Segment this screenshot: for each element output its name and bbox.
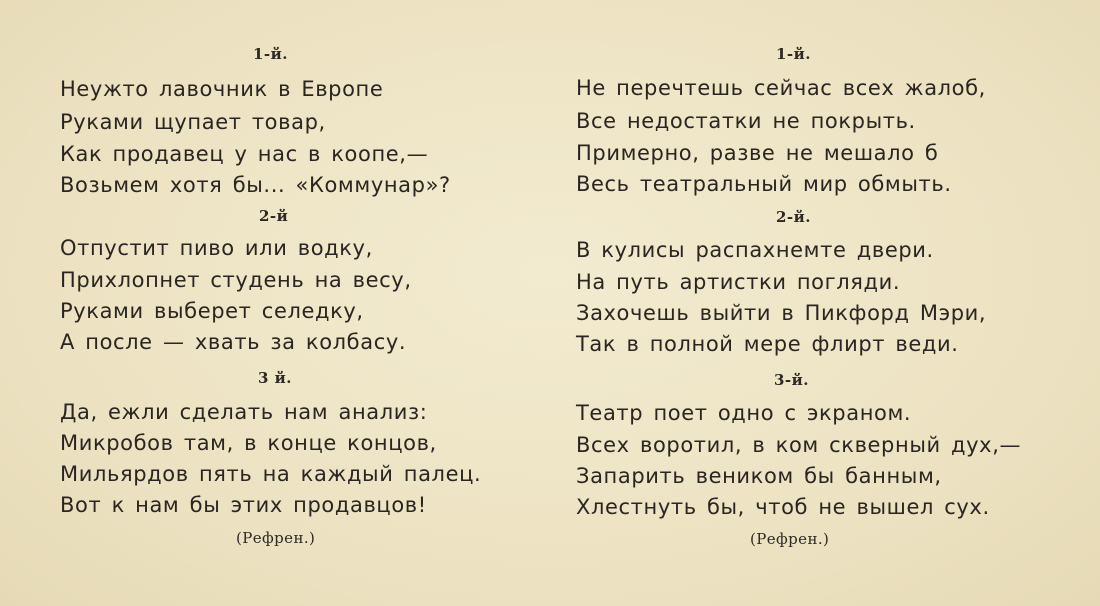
verse-line: Так в полной мере флирт веди. bbox=[576, 332, 959, 356]
right-column bbox=[550, 0, 1100, 606]
verse-line: Микробов там, в конце концов, bbox=[60, 431, 437, 455]
stanza-heading: 3 й. bbox=[258, 369, 293, 387]
verse-line: Да, ежли сделать нам анализ: bbox=[60, 400, 428, 424]
stanza-heading: 2-й bbox=[259, 207, 289, 225]
refrain-label: (Рефрен.) bbox=[236, 529, 316, 547]
verse-line: Весь театральный мир обмыть. bbox=[576, 172, 952, 196]
verse-line: А после — хвать за колбасу. bbox=[60, 330, 407, 354]
stanza-heading: 1-й. bbox=[253, 45, 289, 63]
stanza-heading: 1-й. bbox=[776, 45, 812, 63]
verse-line: Всех воротил, в ком скверный дух,— bbox=[576, 433, 1022, 457]
verse-line: Запарить веником бы банным, bbox=[576, 464, 942, 488]
verse-line: Отпустит пиво или водку, bbox=[60, 236, 373, 260]
verse-line: Прихлопнет студень на весу, bbox=[60, 268, 412, 292]
refrain-label: (Рефрен.) bbox=[750, 530, 830, 548]
verse-line: Театр поет одно с экраном. bbox=[576, 401, 912, 425]
verse-line: Руками выберет селедку, bbox=[60, 299, 364, 323]
verse-line: Руками щупает товар, bbox=[60, 110, 326, 134]
verse-line: В кулисы распахнемте двери. bbox=[576, 238, 934, 262]
verse-line: Вот к нам бы этих продавцов! bbox=[60, 493, 427, 517]
verse-line: Захочешь выйти в Пикфорд Мэри, bbox=[576, 301, 987, 325]
verse-line: Хлестнуть бы, чтоб не вышел сух. bbox=[576, 495, 990, 519]
verse-line: Неужто лавочник в Европе bbox=[60, 77, 384, 101]
verse-line: На путь артистки погляди. bbox=[576, 270, 901, 294]
verse-line: Возьмем хотя бы... «Коммунар»? bbox=[60, 173, 451, 197]
stanza-heading: 3-й. bbox=[774, 371, 810, 389]
verse-line: Мильярдов пять на каждый палец. bbox=[60, 462, 482, 486]
verse-line: Все недостатки не покрыть. bbox=[576, 109, 916, 133]
verse-line: Не перечтешь сейчас всех жалоб, bbox=[576, 76, 986, 100]
verse-line: Примерно, разве не мешало б bbox=[576, 141, 939, 165]
verse-line: Как продавец у нас в коопе,— bbox=[60, 142, 429, 166]
stanza-heading: 2-й. bbox=[776, 208, 812, 226]
